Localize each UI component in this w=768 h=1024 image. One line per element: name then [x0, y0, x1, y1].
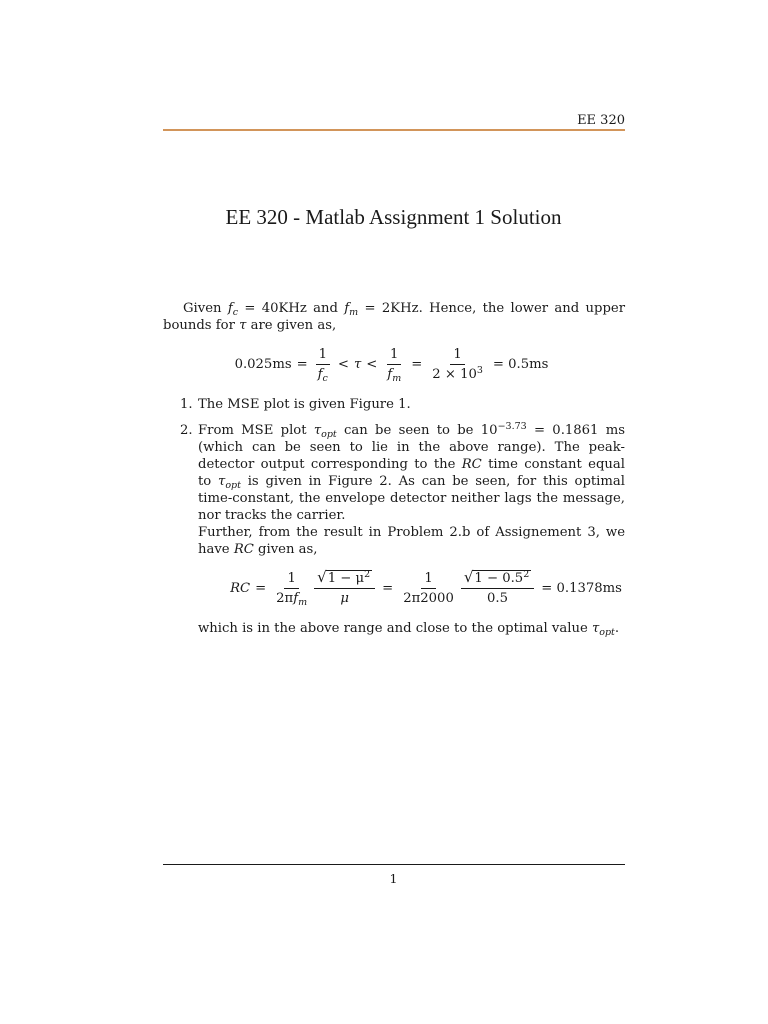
eq1-lt-2: <: [366, 357, 378, 372]
symbol-rc: RC: [233, 542, 254, 557]
item2-paragraph-2: Further, from the result in Problem 2.b of Assignement 3, we have RC given as,: [198, 525, 625, 557]
header-rule: [163, 129, 625, 131]
symbol-tau-opt: $\tau_{opt}$: [591, 621, 615, 638]
eq2-lhs: RC: [230, 580, 251, 596]
eq1-frac-fc-den: $f_c$: [317, 367, 328, 384]
list-item-number: 1.: [180, 397, 193, 412]
eq1-lhs: 0.025ms: [234, 357, 292, 372]
eq1-rhs: = 0.5ms: [492, 357, 549, 372]
list-item: [163, 396, 625, 413]
eq1-frac-fc-num: 1: [316, 347, 330, 365]
eq1-frac3-den: $2 \times 10^3$: [432, 365, 483, 382]
intro-text-4: are given as,: [246, 318, 337, 333]
symbol-tau-opt: $\tau_{opt}$: [313, 423, 337, 440]
intro-paragraph: [163, 300, 625, 334]
eq1-lt-1: <: [337, 357, 349, 372]
eq1-tau: τ: [353, 357, 362, 372]
list-item: [163, 422, 625, 637]
body-text: [163, 300, 625, 646]
intro-text-3: = 2KHz. Hence, the lower and upper bounds for: [163, 301, 625, 333]
eq1-equals-2: =: [411, 357, 423, 372]
eq2-rhs: = 0.1378ms: [541, 580, 622, 596]
footer-rule: [163, 864, 625, 865]
eq2-frac-4: √ $1 - 0.5^2$ 0.5: [461, 570, 534, 606]
eq2-equals-1: =: [255, 580, 267, 596]
eq2-equals-2: =: [382, 580, 394, 596]
eq1-equals: =: [296, 357, 308, 372]
bounds-equation: [163, 347, 625, 382]
running-header: EE 320: [577, 113, 625, 128]
eq1-frac-fm: [384, 347, 404, 382]
eq1-frac3-num: 1: [450, 347, 464, 365]
item2-paragraph-1: From MSE plot $\tau_{opt}$ can be seen to be $10^{-3.73} = 0.1861$ ms (which can be seen to lie in the above range). The peak-detector output corresponding to the RC time constant equal to $\tau_{opt}$ is given in Figure 2. As can be seen, for this optimal time-constant, the envelope detector neither lags the message, nor tracks the carrier.: [198, 421, 625, 523]
item2-paragraph-3: which is in the above range and close to the optimal value $\tau_{opt}$.: [198, 621, 620, 638]
eq1-frac-fc: [315, 347, 331, 382]
symbol-rc: RC: [461, 457, 482, 472]
symbol-tau: τ: [239, 318, 247, 333]
eq1-frac-fm-num: 1: [387, 347, 401, 365]
list-item-number: 2.: [180, 423, 193, 438]
page-title: EE 320 - Matlab Assignment 1 Solution: [225, 205, 562, 229]
eq2-frac-3: $\frac{1}{2\pi 2000}$: [403, 570, 454, 606]
eq1-frac-fm-den: $f_m$: [387, 367, 402, 384]
intro-text-1: Given: [183, 301, 228, 316]
solution-list: [163, 396, 625, 637]
symbol-fm: $f_m$: [344, 301, 359, 318]
list-item-text: The MSE plot is given Figure 1.: [198, 397, 411, 412]
rc-equation: [198, 570, 625, 606]
eq2-frac-2: √ $1 - \mu^2$ μ: [314, 570, 375, 606]
symbol-fc: $f_c$: [227, 301, 239, 318]
eq2-frac-1: $\frac{1}{2\pi f_m}$: [276, 570, 308, 608]
page-number: 1: [389, 871, 398, 886]
symbol-tau-opt: $\tau_{opt}$: [218, 474, 241, 491]
intro-text-2: = 40KHz and: [238, 301, 345, 316]
eq1-frac-num: [429, 347, 486, 382]
